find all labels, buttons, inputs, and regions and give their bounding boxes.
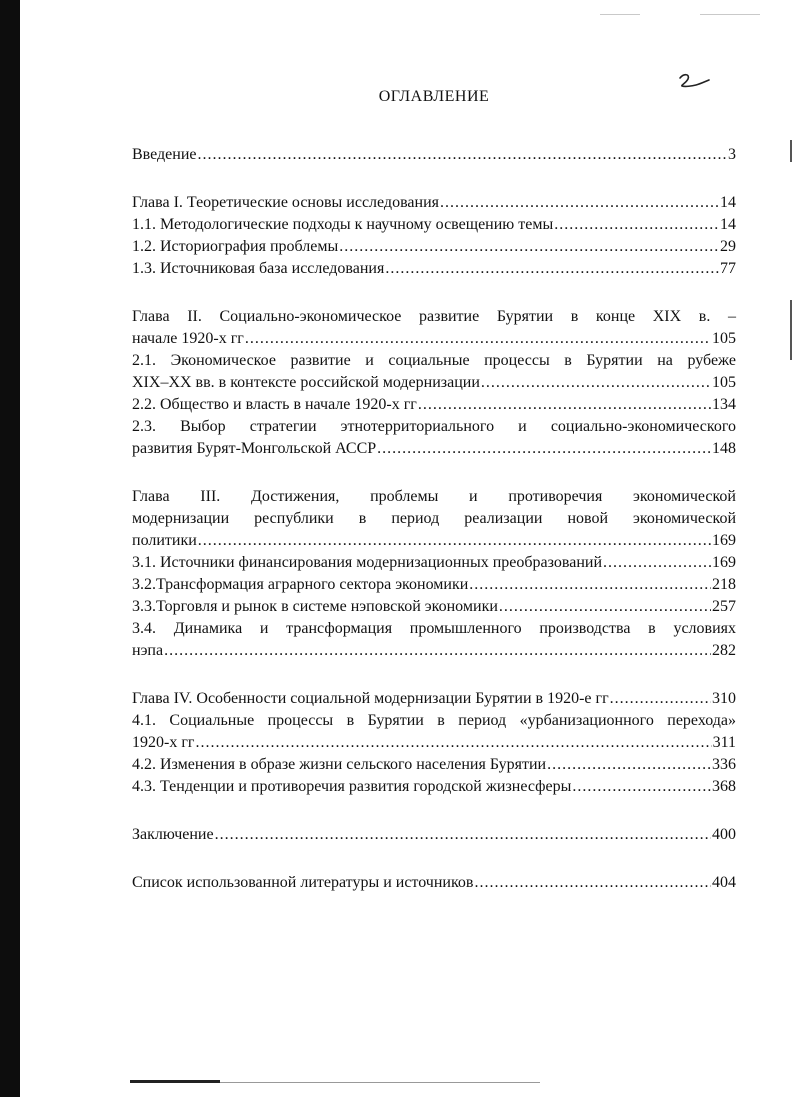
toc-entry-section-1-3[interactable] (132, 258, 736, 280)
toc-entry-section-2-2[interactable] (132, 394, 736, 416)
toc-label: Глава IV. Особенности социальной модернизации Бурятии в 1920-е гг (132, 690, 609, 707)
toc-leader-dots (198, 530, 711, 552)
toc-page-number: 169 (712, 532, 736, 549)
toc-page-number: 105 (712, 330, 736, 347)
toc-page-number: 400 (712, 826, 736, 843)
scan-line-top (600, 14, 640, 15)
toc-label: 1920-х гг (132, 734, 195, 751)
toc-label: 3.2.Трансформация аграрного сектора экономики (132, 576, 469, 593)
toc-leader-dots (603, 552, 711, 574)
toc-leader-dots (215, 824, 711, 846)
toc-entry-section-4-2[interactable] (132, 754, 736, 776)
toc-page-number: 257 (712, 598, 736, 615)
toc-label: 3.3.Торговля и рынок в системе нэповской экономики (132, 598, 498, 615)
toc-entry-conclusion[interactable] (132, 824, 736, 846)
toc-leader-dots (474, 872, 711, 894)
toc-page-number: 29 (720, 238, 736, 255)
scan-edge-left (0, 0, 20, 1097)
scan-mark-right (790, 140, 792, 162)
toc-page-number: 336 (712, 756, 736, 773)
toc-label: XIX–XX вв. в контексте российской модернизации (132, 374, 480, 391)
toc-label: Введение (132, 146, 197, 163)
toc-page-number: 311 (712, 734, 736, 751)
toc-page-number: 282 (712, 642, 736, 659)
toc-label: 1.2. Историография проблемы (132, 238, 339, 255)
toc-chapter-3-title-line-2[interactable]: модернизации республики в период реализации новой экономической (132, 510, 736, 527)
toc-label: нэпа (132, 642, 164, 659)
toc-entry-section-2-1[interactable] (132, 372, 736, 394)
toc-section-4-1-title-line[interactable]: 4.1. Социальные процессы в Бурятии в период «урбанизационного перехода» (132, 712, 736, 729)
toc-page-number: 148 (712, 440, 736, 457)
toc-page-number: 169 (712, 554, 736, 571)
toc-entry-section-3-3[interactable] (132, 596, 736, 618)
toc-leader-dots (481, 372, 711, 394)
toc-label: Список использованной литературы и источников (132, 874, 474, 891)
toc-leader-dots (610, 688, 711, 710)
toc-leader-dots (385, 258, 719, 280)
toc-entry-section-1-1[interactable] (132, 214, 736, 236)
toc-chapter-2-title-line[interactable]: Глава II. Социально-экономическое развитие Бурятии в конце XIX в. – (132, 308, 736, 325)
scan-line-bottom-thin (220, 1082, 540, 1083)
toc-entry-section-4-1[interactable] (132, 732, 736, 754)
toc-label: 3.1. Источники финансирования модернизационных преобразований (132, 554, 602, 571)
toc-entry-section-3-1[interactable] (132, 552, 736, 574)
toc-leader-dots (499, 596, 711, 618)
toc-page-number: 3 (728, 146, 736, 163)
toc-leader-dots (440, 192, 719, 214)
toc-section-3-4-title-line[interactable]: 3.4. Динамика и трансформация промышленного производства в условиях (132, 620, 736, 637)
toc-leader-dots (469, 574, 711, 596)
toc-entry-section-3-4[interactable] (132, 640, 736, 662)
toc-label: начале 1920-х гг (132, 330, 244, 347)
scan-line-bottom (130, 1080, 220, 1083)
toc-label: Глава I. Теоретические основы исследования (132, 194, 439, 211)
toc-entry-section-4-3[interactable] (132, 776, 736, 798)
toc-leader-dots (195, 732, 711, 754)
toc-label: 2.2. Общество и власть в начале 1920-х гг (132, 396, 417, 413)
toc-page-number: 134 (712, 396, 736, 413)
scan-mark-right-lower (790, 300, 792, 360)
toc-leader-dots (164, 640, 711, 662)
toc-leader-dots (245, 328, 711, 350)
toc-page-number: 77 (720, 260, 736, 277)
toc-leader-dots (198, 144, 728, 166)
toc-page-number: 404 (712, 874, 736, 891)
toc-page-number: 218 (712, 576, 736, 593)
toc-section-2-3-title-line[interactable]: 2.3. Выбор стратегии этнотерриториального и социально-экономического (132, 418, 736, 435)
toc-entry-chapter-3[interactable] (132, 530, 736, 552)
toc-label: 1.3. Источниковая база исследования (132, 260, 385, 277)
toc-label: 1.1. Методологические подходы к научному освещению темы (132, 216, 554, 233)
page-title: ОГЛАВЛЕНИЕ (378, 88, 490, 105)
toc-leader-dots (339, 236, 719, 258)
toc-leader-dots (554, 214, 719, 236)
toc-entry-chapter-2[interactable] (132, 328, 736, 350)
toc-entry-section-2-3[interactable] (132, 438, 736, 460)
toc-page-number: 14 (720, 216, 736, 233)
toc-page-number: 105 (712, 374, 736, 391)
toc-page-number: 14 (720, 194, 736, 211)
toc-leader-dots (377, 438, 711, 460)
toc-entry-introduction[interactable] (132, 144, 736, 166)
toc-section-2-1-title-line[interactable]: 2.1. Экономическое развитие и социальные процессы в Бурятии на рубеже (132, 352, 736, 369)
toc-leader-dots (572, 776, 711, 798)
toc-entry-bibliography[interactable] (132, 872, 736, 894)
table-of-contents (132, 144, 736, 894)
toc-entry-section-1-2[interactable] (132, 236, 736, 258)
toc-chapter-3-title-line-1[interactable]: Глава III. Достижения, проблемы и противоречия экономической (132, 488, 736, 505)
toc-entry-section-3-2[interactable] (132, 574, 736, 596)
toc-label: Заключение (132, 826, 214, 843)
toc-label: политики (132, 532, 197, 549)
scan-line-top-right (700, 14, 760, 15)
toc-page-number: 368 (712, 778, 736, 795)
toc-label: 4.3. Тенденции и противоречия развития городской жизнесферы (132, 778, 572, 795)
toc-page-number: 310 (712, 690, 736, 707)
toc-label: 4.2. Изменения в образе жизни сельского населения Бурятии (132, 756, 547, 773)
toc-entry-chapter-4[interactable] (132, 688, 736, 710)
toc-leader-dots (547, 754, 711, 776)
toc-label: развития Бурят-Монгольской АССР (132, 440, 377, 457)
toc-entry-chapter-1[interactable] (132, 192, 736, 214)
toc-leader-dots (418, 394, 711, 416)
